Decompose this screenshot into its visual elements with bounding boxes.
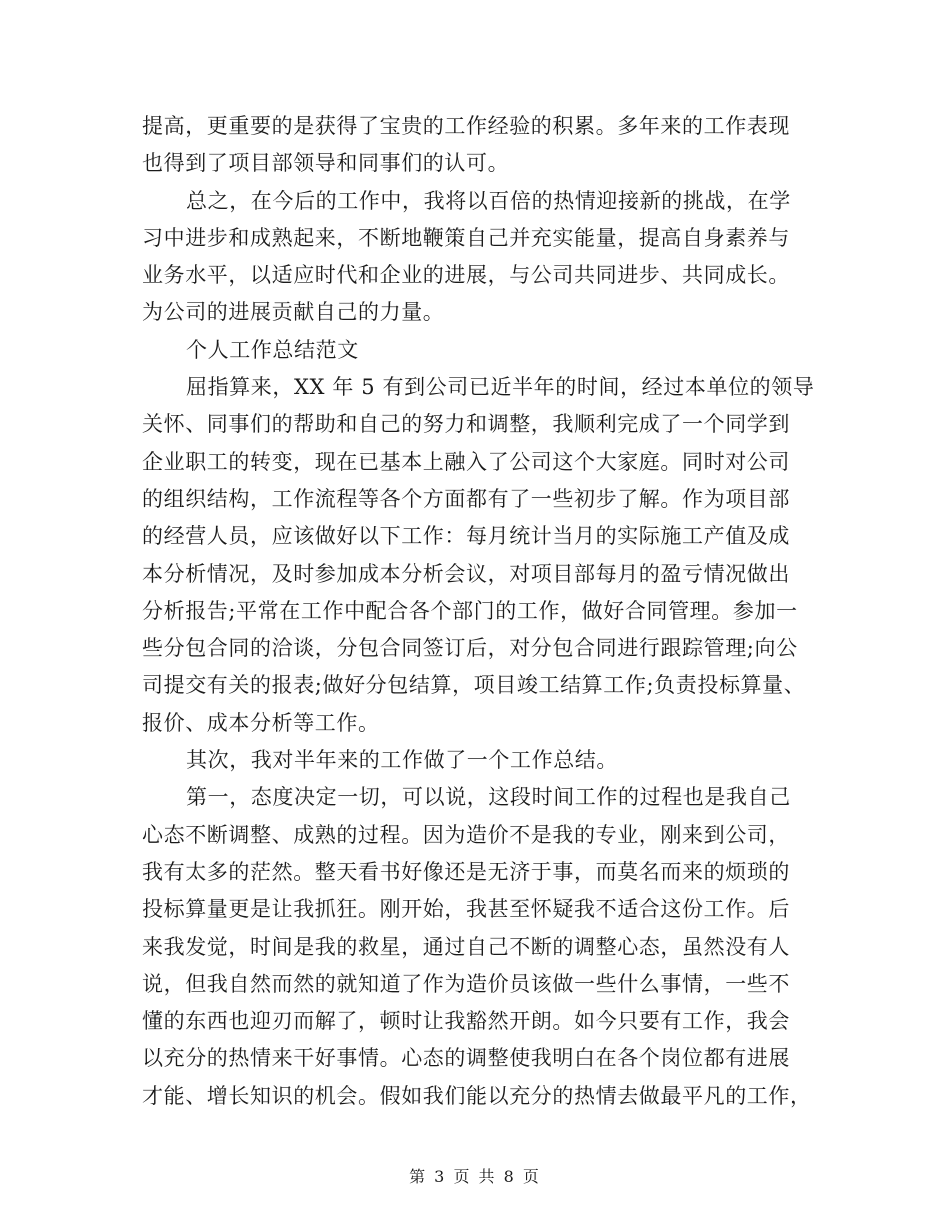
text-line: 司提交有关的报表;做好分包结算，项目竣工结算工作;负责投标算量、 xyxy=(142,673,806,698)
text-line: 为公司的进展贡献自己的力量。 xyxy=(142,300,445,325)
text-line: 屈指算来，XX 年 5 有到公司已近半年的时间，经过本单位的领导 xyxy=(186,375,815,400)
text-line: 习中进步和成熟起来，不断地鞭策自己并充实能量，提高自身素养与 xyxy=(142,225,790,250)
text-line: 第一，态度决定一切，可以说，这段时间工作的过程也是我自己 xyxy=(186,785,791,810)
text-line: 业务水平，以适应时代和企业的进展，与公司共同进步、共同成长。 xyxy=(142,263,790,288)
text-line: 才能、增长知识的机会。假如我们能以充分的热情去做最平凡的工作， xyxy=(142,1083,812,1108)
text-line: 本分析情况，及时参加成本分析会议，对项目部每月的盈亏情况做出 xyxy=(142,561,790,586)
text-line: 报价、成本分析等工作。 xyxy=(142,710,380,735)
text-line: 懂的东西也迎刃而解了，顿时让我豁然开朗。如今只要有工作，我会 xyxy=(142,1009,790,1034)
text-line: 心态不断调整、成熟的过程。因为造价不是我的专业，刚来到公司， xyxy=(142,822,790,847)
text-line: 的组织结构，工作流程等各个方面都有了一些初步了解。作为项目部 xyxy=(142,486,790,511)
text-line: 也得到了项目部领导和同事们的认可。 xyxy=(142,151,510,176)
text-line: 投标算量更是让我抓狂。刚开始，我甚至怀疑我不适合这份工作。后 xyxy=(142,897,790,922)
text-line: 说，但我自然而然的就知道了作为造价员该做一些什么事情，一些不 xyxy=(142,971,790,996)
text-line: 其次，我对半年来的工作做了一个工作总结。 xyxy=(186,748,618,773)
text-line: 分析报告;平常在工作中配合各个部门的工作，做好合同管理。参加一 xyxy=(142,598,798,623)
text-line: 提高，更重要的是获得了宝贵的工作经验的积累。多年来的工作表现 xyxy=(142,114,790,138)
text-line: 以充分的热情来干好事情。心态的调整使我明白在各个岗位都有进展 xyxy=(142,1046,790,1071)
text-line: 个人工作总结范文 xyxy=(186,337,359,362)
text-line: 总之，在今后的工作中，我将以百倍的热情迎接新的挑战，在学 xyxy=(186,188,791,213)
document-body xyxy=(142,108,815,1115)
text-line: 的经营人员，应该做好以下工作：每月统计当月的实际施工产值及成 xyxy=(142,524,790,549)
page-footer: 第 3 页 共 8 页 xyxy=(409,1167,541,1186)
text-line: 企业职工的转变，现在已基本上融入了公司这个大家庭。同时对公司 xyxy=(142,449,790,474)
text-line: 来我发觉，时间是我的救星，通过自己不断的调整心态，虽然没有人 xyxy=(142,934,790,959)
text-line: 些分包合同的洽谈，分包合同签订后，对分包合同进行跟踪管理;向公 xyxy=(142,636,798,661)
text-line: 关怀、同事们的帮助和自己的努力和调整，我顺利完成了一个同学到 xyxy=(142,412,790,437)
text-line: 我有太多的茫然。整天看书好像还是无济于事，而莫名而来的烦琐的 xyxy=(142,859,790,884)
